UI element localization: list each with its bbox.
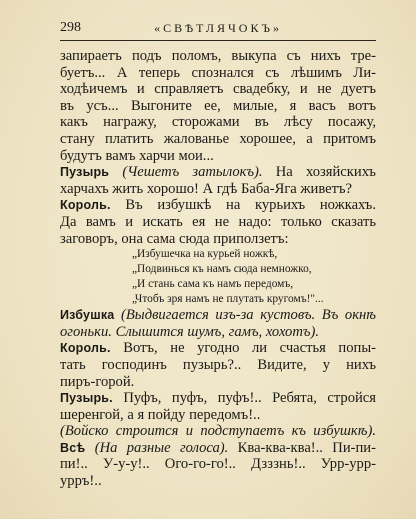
dialogue-text: Въ избушкѣ на курьихъ ножкахъ. (125, 197, 376, 214)
dialogue-text: На хозяйскихъ (275, 164, 376, 181)
text-line: харчахъ жить хорошо! А гдѣ Баба-Яга живетъ? (60, 180, 353, 197)
text-line: тать господинъ пузырь?.. Видите, у нихъ (60, 356, 376, 373)
text-line: заговоръ, она сама сюда приползетъ: (60, 230, 289, 247)
text-line: буетъ... А теперь спознался съ лѣшимъ Ли- (60, 64, 376, 81)
stage-direction: (Чешетъ затылокъ). (122, 164, 263, 181)
speaker-name: Пузырь (60, 165, 110, 180)
text-line: пи!.. У-у-у!.. Ого-го-го!.. Дзззнь!.. Урр-урр- (60, 456, 376, 473)
journal-title: «СВѢТЛЯЧОКЪ» (154, 21, 282, 35)
speaker-name: Всѣ (60, 440, 86, 455)
dialogue-line (60, 307, 376, 324)
verse-line: „Чтобъ зря намъ не плутать кругомъ!"... (132, 293, 324, 306)
text-line: ходѣичемъ и справляетъ свадебку, и не дуетъ (60, 81, 376, 98)
verse-line: „Избушечка на курьей ножкѣ, (132, 248, 278, 261)
dialogue-line (60, 440, 376, 457)
speaker-name: Пузырь. (60, 391, 113, 406)
verse-line: „И стань сама къ намъ передомъ, (132, 278, 294, 291)
play-text (60, 48, 376, 490)
text-line: стану платить жалованье хорошее, а притомъ (60, 130, 376, 147)
dialogue-line (60, 197, 376, 214)
dialogue-text: Вотъ, не угодно ли счастья попы- (123, 340, 376, 357)
stage-direction: (Войско строится и подступаетъ къ избушкѣ). (60, 423, 376, 440)
running-header (60, 18, 376, 41)
stage-direction: (На разные голоса). (94, 439, 229, 456)
text-line: урръ!.. (60, 473, 102, 490)
text-line: какъ награжу, сторожами въ лѣсу посажу, (60, 114, 376, 131)
page-number: 298 (60, 20, 81, 35)
text-line: запираетъ подъ поломъ, выкупа съ нихъ тре- (60, 48, 376, 64)
text-line: въ усъ... Выгоните ее, милые, я васъ вотъ (60, 97, 376, 114)
stage-direction: (Выдвигается изъ-за кустовъ. Въ окнѣ (121, 307, 376, 324)
text-line: шеренгой, а я пойду передомъ!.. (60, 406, 261, 423)
dialogue-line (60, 340, 376, 357)
text-line: будутъ вамъ харчи мои... (60, 147, 214, 164)
dialogue-line (60, 390, 376, 407)
dialogue-text: Ква-ква-ква!.. Пи-пи- (237, 439, 376, 456)
speaker-name: Избушка (60, 308, 115, 323)
text-line: Да вамъ и искать ея не надо: только сказать (60, 213, 376, 230)
dialogue-line (60, 164, 376, 181)
speaker-name: Король. (60, 198, 111, 213)
speaker-name: Король. (60, 341, 111, 356)
text-line: пиръ-горой. (60, 373, 135, 390)
dialogue-text: Пуфъ, пуфъ, пуфъ!.. Ребята, стройся (123, 390, 376, 407)
verse-line: „Подвинься къ намъ сюда немножко, (132, 263, 312, 276)
stage-direction: огоньки. Слышится шумъ, гамъ, хохотъ). (60, 323, 319, 340)
